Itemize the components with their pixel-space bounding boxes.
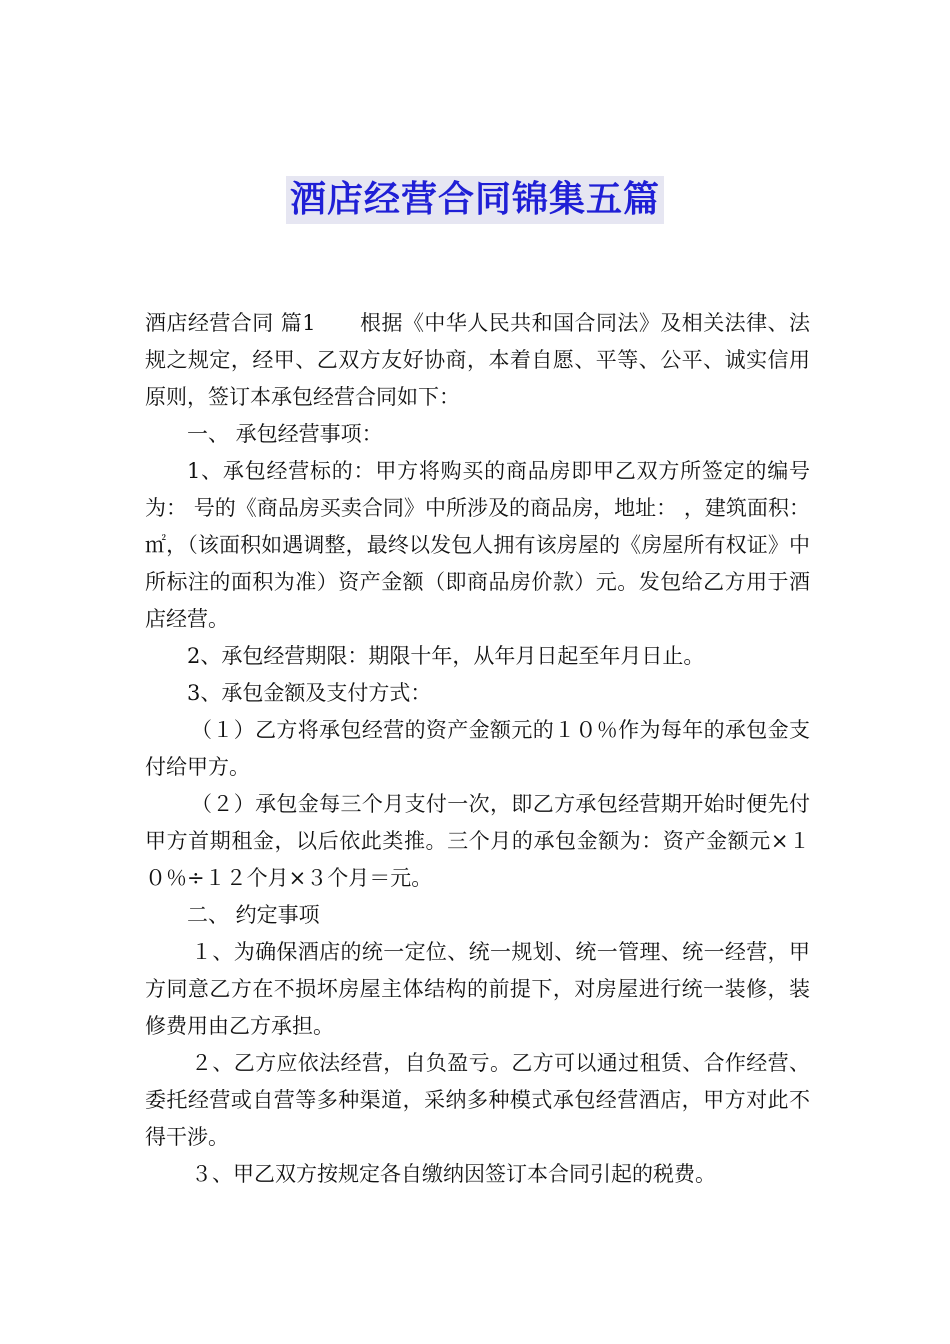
clause-paragraph: １、为确保酒店的统一定位、统一规划、统一管理、统一经营，甲方同意乙方在不损坏房屋主体结构的前提下，对房屋进行统一装修，装修费用由乙方承担。	[145, 940, 810, 1038]
clause-paragraph: （１）乙方将承包经营的资产金额元的１０％作为每年的承包金支付给甲方。	[145, 718, 810, 779]
title-container	[0, 176, 950, 224]
clause-paragraph: ２、乙方应依法经营，自负盈亏。乙方可以通过租赁、合作经营、委托经营或自营等多种渠道，采纳多种模式承包经营酒店，甲方对此不得干涉。	[145, 1051, 810, 1149]
clause-paragraph: 3、承包金额及支付方式：	[187, 681, 432, 705]
intro-paragraph	[145, 305, 810, 416]
document-body	[145, 305, 810, 1193]
intro-text: 根据《中华人民共和国合同法》及相关法律、法规之规定，经甲、乙双方友好协商，本着自愿、平等、公平、诚实信用原则，签订本承包经营合同如下：	[145, 311, 810, 409]
clause-paragraph: 1、承包经营标的：甲方将购买的商品房即甲乙双方所签定的编号为： 号的《商品房买卖合同》中所涉及的商品房，地址： ，建筑面积：㎡，（该面积如遇调整，最终以发包人拥有该房屋的《房屋所有权证》中所标注的面积为准）资产金额（即商品房价款）元。发包给乙方用于酒店经营。	[145, 459, 810, 631]
contract-label: 酒店经营合同 篇1	[145, 311, 316, 335]
section-heading: 二、 约定事项	[187, 903, 320, 927]
clause-paragraph: ３、甲乙双方按规定各自缴纳因签订本合同引起的税费。	[191, 1162, 716, 1186]
clause-paragraph: 2、承包经营期限：期限十年，从年月日起至年月日止。	[187, 644, 705, 668]
clause-paragraph: （２）承包金每三个月支付一次，即乙方承包经营期开始时便先付甲方首期租金，以后依此类推。三个月的承包金额为：资产金额元×１０％÷１２个月×３个月＝元。	[145, 792, 810, 890]
section-heading: 一、 承包经营事项：	[187, 422, 383, 446]
document-title: 酒店经营合同锦集五篇	[286, 176, 664, 224]
